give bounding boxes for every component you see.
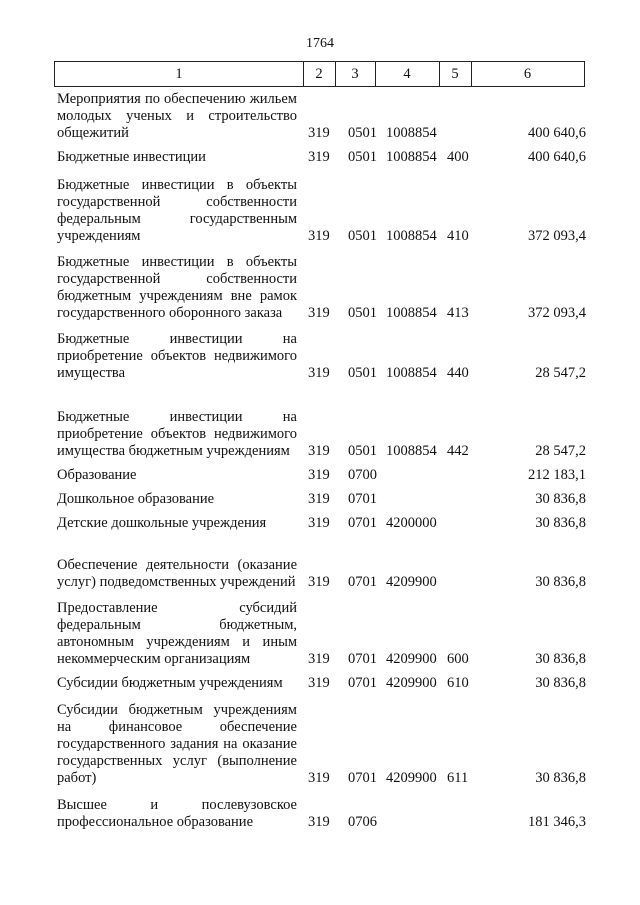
row-col-6: 30 836,8 bbox=[535, 515, 586, 531]
row-col-6: 28 547,2 bbox=[535, 365, 586, 381]
page-number: 1764 bbox=[306, 36, 334, 51]
row-description: Предоставление субсидий федеральным бюджетным, автономным учреждениям и иным некоммерческим организациям bbox=[57, 600, 297, 667]
row-col-4: 1008854 bbox=[386, 228, 437, 244]
row-col-2: 319 bbox=[308, 651, 330, 667]
row-col-2: 319 bbox=[308, 491, 330, 507]
row-col-3: 0706 bbox=[348, 814, 377, 830]
row-col-4: 1008854 bbox=[386, 125, 437, 141]
row-col-6: 400 640,6 bbox=[528, 125, 586, 141]
row-col-3: 0501 bbox=[348, 228, 377, 244]
header-col-3: 3 bbox=[351, 66, 359, 82]
row-col-6: 372 093,4 bbox=[528, 228, 586, 244]
row-col-3: 0701 bbox=[348, 675, 377, 691]
header-col-6: 6 bbox=[523, 66, 532, 82]
row-col-5: 440 bbox=[447, 365, 469, 381]
row-description: Бюджетные инвестиции bbox=[57, 149, 206, 165]
row-col-3: 0501 bbox=[348, 125, 377, 141]
row-col-2: 319 bbox=[308, 228, 330, 244]
row-description: Детские дошкольные учреждения bbox=[57, 515, 267, 531]
row-description: Дошкольное образование bbox=[57, 491, 215, 507]
row-description: Обеспечение деятельности (оказание услуг) подведомственных учреждений bbox=[57, 557, 297, 590]
row-col-6: 30 836,8 bbox=[535, 574, 586, 590]
row-col-5: 610 bbox=[447, 675, 469, 691]
row-col-4: 1008854 bbox=[386, 149, 437, 165]
row-col-3: 0701 bbox=[348, 574, 377, 590]
row-col-2: 319 bbox=[308, 574, 330, 590]
row-col-6: 372 093,4 bbox=[528, 305, 586, 321]
row-description: Субсидии бюджетным учреждениям на финансовое обеспечение государственного задания на оказание государственных услуг (выполнение работ) bbox=[57, 702, 297, 786]
row-col-4: 4209900 bbox=[386, 574, 437, 590]
row-col-5: 410 bbox=[447, 228, 469, 244]
row-description: Образование bbox=[57, 467, 137, 483]
row-description: Субсидии бюджетным учреждениям bbox=[57, 675, 283, 691]
row-col-6: 30 836,8 bbox=[535, 675, 586, 691]
row-col-5: 600 bbox=[447, 651, 469, 667]
row-col-3: 0501 bbox=[348, 443, 377, 459]
row-col-4: 4200000 bbox=[386, 515, 437, 531]
row-col-6: 212 183,1 bbox=[528, 467, 586, 483]
row-col-3: 0501 bbox=[348, 149, 377, 165]
row-col-3: 0501 bbox=[348, 305, 377, 321]
row-col-4: 1008854 bbox=[386, 305, 437, 321]
row-col-2: 319 bbox=[308, 770, 330, 786]
row-col-4: 4209900 bbox=[386, 675, 437, 691]
row-description: Высшее и послевузовское профессиональное образование bbox=[57, 797, 297, 830]
row-col-2: 319 bbox=[308, 814, 330, 830]
row-col-2: 319 bbox=[308, 675, 330, 691]
row-col-2: 319 bbox=[308, 443, 330, 459]
row-col-2: 319 bbox=[308, 149, 330, 165]
row-col-5: 442 bbox=[447, 443, 469, 459]
row-col-3: 0700 bbox=[348, 467, 377, 483]
row-col-5: 611 bbox=[447, 770, 469, 786]
row-col-6: 400 640,6 bbox=[528, 149, 586, 165]
row-col-2: 319 bbox=[308, 125, 330, 141]
row-description: Бюджетные инвестиции на приобретение объектов недвижимого имущества бюджетным учреждениям bbox=[57, 409, 297, 459]
row-col-2: 319 bbox=[308, 515, 330, 531]
row-description: Мероприятия по обеспечению жильем молодых ученых и строительство общежитий bbox=[57, 91, 297, 141]
row-col-3: 0701 bbox=[348, 515, 377, 531]
row-col-3: 0701 bbox=[348, 491, 377, 507]
row-col-4: 4209900 bbox=[386, 651, 437, 667]
row-col-2: 319 bbox=[308, 305, 330, 321]
row-col-5: 400 bbox=[447, 149, 469, 165]
header-col-2: 2 bbox=[315, 66, 323, 82]
header-col-4: 4 bbox=[403, 66, 411, 82]
row-col-6: 30 836,8 bbox=[535, 491, 586, 507]
row-col-5: 413 bbox=[447, 305, 469, 321]
row-description: Бюджетные инвестиции в объекты государственной собственности бюджетным учреждениям вне рамок государственного оборонного заказа bbox=[57, 254, 297, 321]
row-col-6: 30 836,8 bbox=[535, 651, 586, 667]
row-col-3: 0701 bbox=[348, 651, 377, 667]
row-description: Бюджетные инвестиции в объекты государственной собственности федеральным государственным учреждениям bbox=[57, 177, 297, 244]
row-col-6: 181 346,3 bbox=[528, 814, 586, 830]
row-col-4: 1008854 bbox=[386, 365, 437, 381]
row-col-4: 4209900 bbox=[386, 770, 437, 786]
row-col-6: 28 547,2 bbox=[535, 443, 586, 459]
row-col-2: 319 bbox=[308, 365, 330, 381]
row-col-4: 1008854 bbox=[386, 443, 437, 459]
row-col-3: 0701 bbox=[348, 770, 377, 786]
row-description: Бюджетные инвестиции на приобретение объектов недвижимого имущества bbox=[57, 331, 297, 381]
header-col-1: 1 bbox=[175, 66, 183, 82]
header-col-5: 5 bbox=[451, 66, 459, 82]
row-col-6: 30 836,8 bbox=[535, 770, 586, 786]
row-col-3: 0501 bbox=[348, 365, 377, 381]
row-col-2: 319 bbox=[308, 467, 330, 483]
